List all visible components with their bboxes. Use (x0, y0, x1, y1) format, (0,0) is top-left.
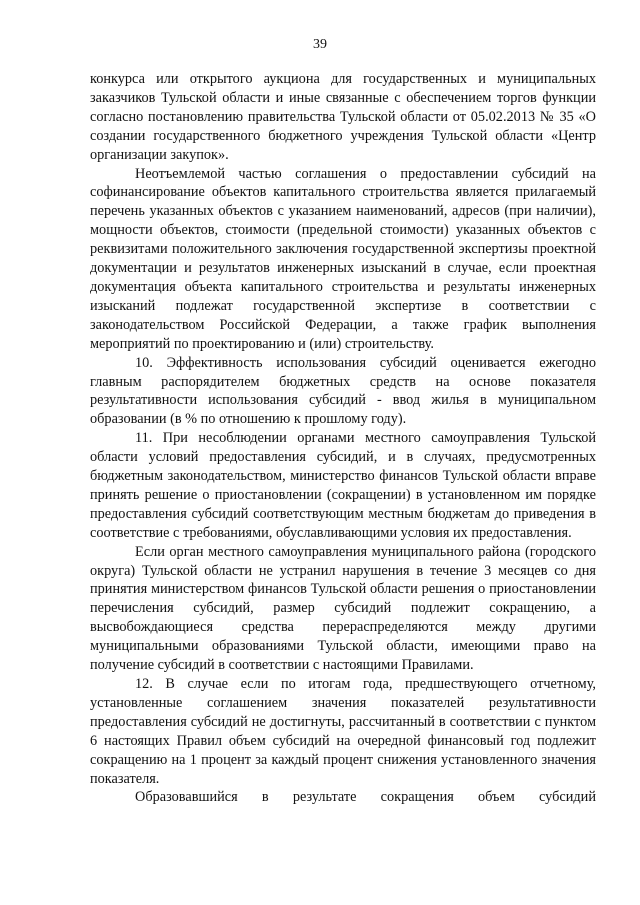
paragraph-item-12: 12. В случае если по итогам года, предшествующего отчетному, установленные соглашением значения показателей результативности предоставления субсидий не достигнуты, рассчитанный в соответствии с пунктом 6 настоящих Правил объем субсидий на очередной финансовый год подлежит сокращению на 1 процент за каждый процент снижения установленного значения показателя. (90, 676, 596, 787)
paragraph-item-11-continuation: Если орган местного самоуправления муниципального района (городского округа) Тульской области не устранил нарушения в течение 3 месяцев со дня принятия министерством финансов Тульской области решения о приостановлении перечисления субсидий, размер субсидий подлежит сокращению, а высвобождающиеся средства перераспределяются между другими муниципальными образованиями Тульской области, имеющими право на получение субсидий в соответствии с настоящими Правилами. (90, 543, 596, 674)
paragraph-item-10: 10. Эффективность использования субсидий оценивается ежегодно главным распорядителем бюджетных средств на основе показателя результативности использования субсидий - ввод жилья в муниципальном образовании (в % по отношению к прошлому году). (90, 354, 596, 428)
document-body (90, 70, 596, 807)
paragraph-procurement-continuation: конкурса или открытого аукциона для государственных и муниципальных заказчиков Тульской области и иные связанные с обеспечением торгов функции согласно постановлению правительства Тульской области от 05.02.2013 № 35 «О создании государственного бюджетного учреждения Тульской области «Центр организации закупок». (90, 71, 596, 163)
paragraph-agreement-annex: Неотъемлемой частью соглашения о предоставлении субсидий на софинансирование объектов капитального строительства является прилагаемый перечень указанных объектов с указанием наименований, адресов (при наличии), мощности объектов, стоимости (предельной стоимости) указанных объектов с реквизитами положительного заключения государственной экспертизы проектной документации и результатов инженерных изысканий в случае, если проектная документация объекта капитального строительства и результаты инженерных изысканий подлежат государственной экспертизе в соответствии с законодательством Российской Федерации, а также график выполнения мероприятий по проектированию и (или) строительству. (90, 165, 596, 352)
page-number: 39 (313, 37, 327, 52)
paragraph-reduction-start: Образовавшийся в результате сокращения объем субсидий (135, 789, 596, 806)
paragraph-item-11: 11. При несоблюдении органами местного самоуправления Тульской области условий предоставления субсидий, и в случаях, предусмотренных бюджетным законодательством, министерство финансов Тульской области вправе принять решение о приостановлении (сокращении) в установленном им порядке предоставления субсидий соответствующим местным бюджетам до приведения в соответствие с требованиями, обуславливающими условия их предоставления. (90, 430, 596, 541)
